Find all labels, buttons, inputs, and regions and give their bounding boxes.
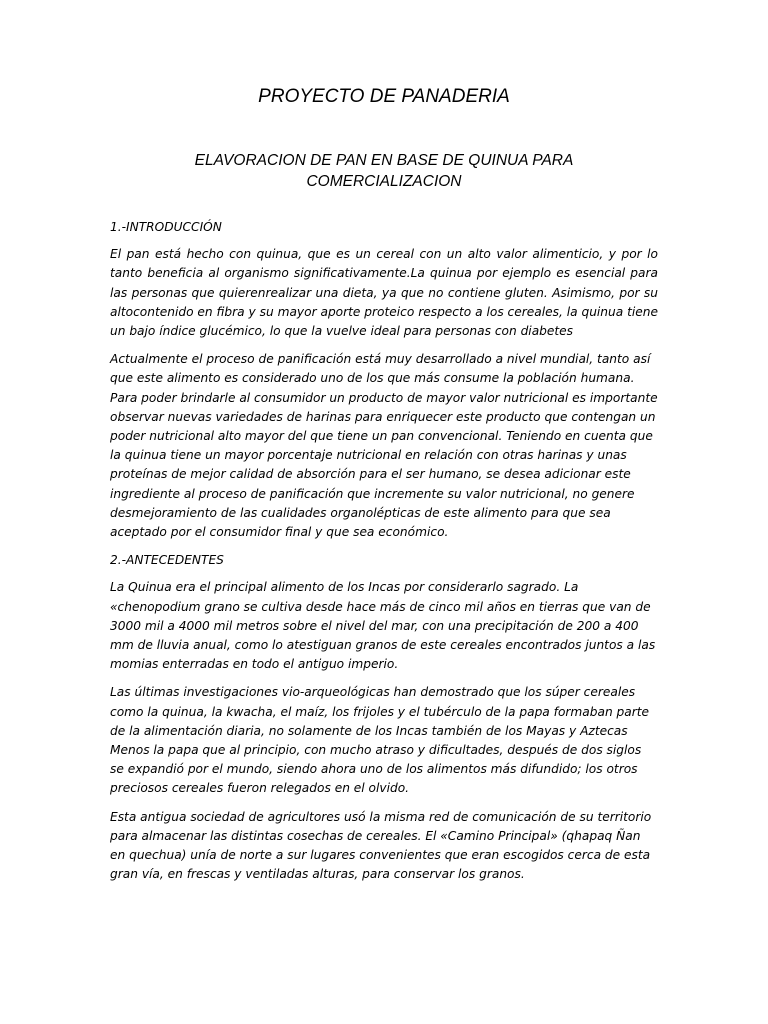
paragraph: Actualmente el proceso de panificación está muy desarrollado a nivel mundial, tanto así que este alimento es considerado uno de los que más consume la población humana. Para poder brindarle al consumidor un producto de mayor valor nutricional es importante observar nuevas variedades de harinas para enriquecer este producto que contengan un poder nutricional alto mayor del que tiene un pan convencional. Teniendo en cuenta que la quinua tiene un mayor porcentaje nutricional en relación con otras harinas y unas proteínas de mejor calidad de absorción para el ser humano, se desea adicionar este ingrediente al proceso de panificación que incremente su valor nutricional, no genere desmejoramiento de las cualidades organolépticas de este alimento para que sea aceptado por el consumidor final y que sea económico. bbox=[110, 352, 658, 540]
paragraph: El pan está hecho con quinua, que es un cereal con un alto valor alimenticio, y por lo tanto beneficia al organismo significativamente.La quinua por ejemplo es esencial para las personas que quierenrealizar una dieta, ya que no contiene gluten. Asimismo, por su altocontenido en fibra y su mayor aporte proteico respecto a los cereales, la quinua tiene un bajo índice glucémico, lo que la vuelve ideal para personas con diabetes bbox=[110, 247, 658, 339]
document-subtitle: ELAVORACION DE PAN EN BASE DE QUINUA PARA COMERCIALIZACION bbox=[194, 152, 574, 190]
section-heading: 2.-ANTECEDENTES bbox=[110, 553, 224, 568]
paragraph: Esta antigua sociedad de agricultores usó la misma red de comunicación de su territorio para almacenar las distintas cosechas de cereales. El «Camino Principal» (qhapaq Ñan en quechua) unía de norte a sur lugares convenientes que eran escogidos cerca de esta gran vía, en frescas y ventiladas alturas, para conservar los granos. bbox=[110, 809, 652, 882]
section-heading: 1.-INTRODUCCIÓN bbox=[110, 220, 222, 234]
section-introduccion bbox=[110, 218, 658, 542]
paragraph: Las últimas investigaciones vio-arqueológicas han demostrado que los súper cereales como la quinua, la kwacha, el maíz, los frijoles y el tubérculo de la papa formaban parte de la alimentación diaria, no solamente de los Incas también de los Mayas y Aztecas Menos la papa que al principio, con mucho atraso y dificultades, después de dos siglos se expandió por el mundo, siendo ahora uno de los alimentos más difundido; los otros preciosos cereales fueron relegados en el olvido. bbox=[110, 685, 650, 796]
document-body bbox=[110, 218, 658, 894]
paragraph: La Quinua era el principal alimento de los Incas por considerarlo sagrado. La «chenopodium grano se cultiva desde hace más de cinco mil años en tierras que van de 3000 mil a 4000 mil metros sobre el nivel del mar, con una precipitación de 200 a 400 mm de lluvia anual, como lo atestiguan granos de este cereales encontrados juntos a las momias enterradas en todo el antiguo imperio. bbox=[110, 580, 656, 672]
document-title: PROYECTO DE PANADERIA bbox=[258, 86, 510, 107]
section-antecedentes bbox=[110, 551, 658, 884]
